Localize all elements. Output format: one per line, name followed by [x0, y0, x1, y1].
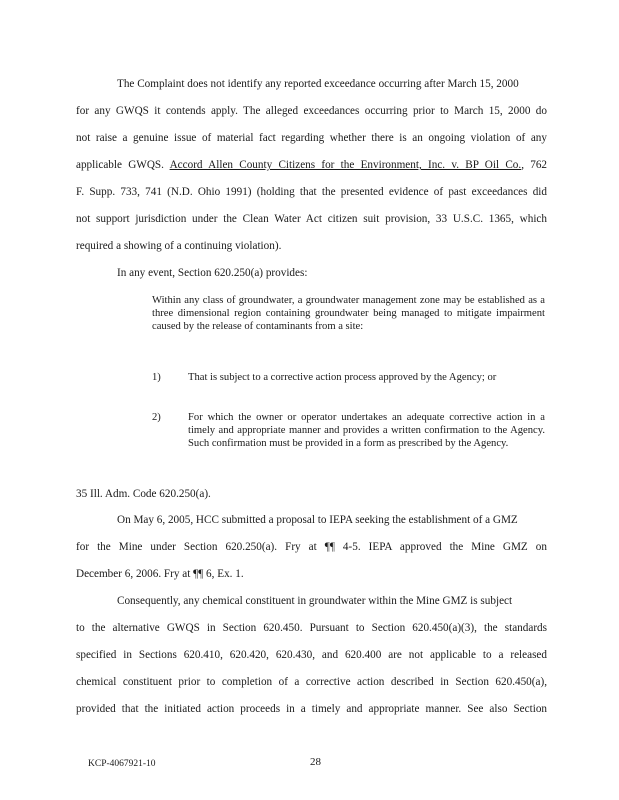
list-item-number: 1) — [152, 372, 161, 383]
paragraph-line: The Complaint does not identify any reported exceedance occurring after March 15, 2000 — [117, 78, 519, 90]
paragraph-line: provided that the initiated action proceeds in a timely and appropriate manner. See also Section — [76, 703, 547, 715]
paragraph-line: chemical constituent prior to completion of a corrective action described in Section 620.450(a), — [76, 676, 547, 688]
paragraph-line: not raise a genuine issue of material fact regarding whether there is an ongoing violation of any — [76, 132, 547, 144]
paragraph-line: In any event, Section 620.250(a) provides: — [117, 267, 308, 279]
text-run: , 762 — [521, 159, 548, 171]
paragraph-line: to the alternative GWQS in Section 620.450. Pursuant to Section 620.450(a)(3), the standards — [76, 622, 547, 634]
paragraph-line: for the Mine under Section 620.250(a). Fry at ¶¶ 4-5. IEPA approved the Mine GMZ on — [76, 541, 547, 553]
paragraph-line: required a showing of a continuing violation). — [76, 240, 282, 252]
paragraph-line: F. Supp. 733, 741 (N.D. Ohio 1991) (holding that the presented evidence of past exceedances did — [76, 186, 547, 198]
paragraph-line: December 6, 2006. Fry at ¶¶ 6, Ex. 1. — [76, 568, 244, 580]
paragraph-line: specified in Sections 620.410, 620.420, 620.430, and 620.400 are not applicable to a released — [76, 649, 547, 661]
paragraph-line: On May 6, 2005, HCC submitted a proposal to IEPA seeking the establishment of a GMZ — [117, 514, 518, 526]
paragraph-line: Consequently, any chemical constituent in groundwater within the Mine GMZ is subject — [117, 595, 513, 607]
paragraph-line: not support jurisdiction under the Clean Water Act citizen suit provision, 33 U.S.C. 1365, which — [76, 213, 547, 225]
list-item-text: For which the owner or operator undertakes an adequate corrective action in a timely and appropriate manner and provides a written confirmation to the Agency. Such confirmation must be provided in a form as prescribed by the Agency. — [188, 412, 545, 449]
list-item-number: 2) — [152, 412, 161, 423]
case-citation: Accord Allen County Citizens for the Environment, Inc. v. BP Oil Co. — [169, 159, 522, 171]
page-number: 28 — [310, 756, 321, 768]
text-run: applicable GWQS. — [76, 159, 170, 171]
block-quote-intro: Within any class of groundwater, a groundwater management zone may be established as a three dimensional region containing groundwater being managed to mitigate impairment caused by the release of contaminants from a site: — [152, 295, 545, 332]
document-id: KCP-4067921-10 — [88, 759, 156, 769]
paragraph-line: for any GWQS it contends apply. The alleged exceedances occurring prior to March 15, 2000 do — [76, 105, 547, 117]
list-item-text: That is subject to a corrective action process approved by the Agency; or — [188, 372, 497, 383]
quote-citation: 35 Ill. Adm. Code 620.250(a). — [76, 488, 211, 500]
paragraph-line — [76, 158, 547, 172]
